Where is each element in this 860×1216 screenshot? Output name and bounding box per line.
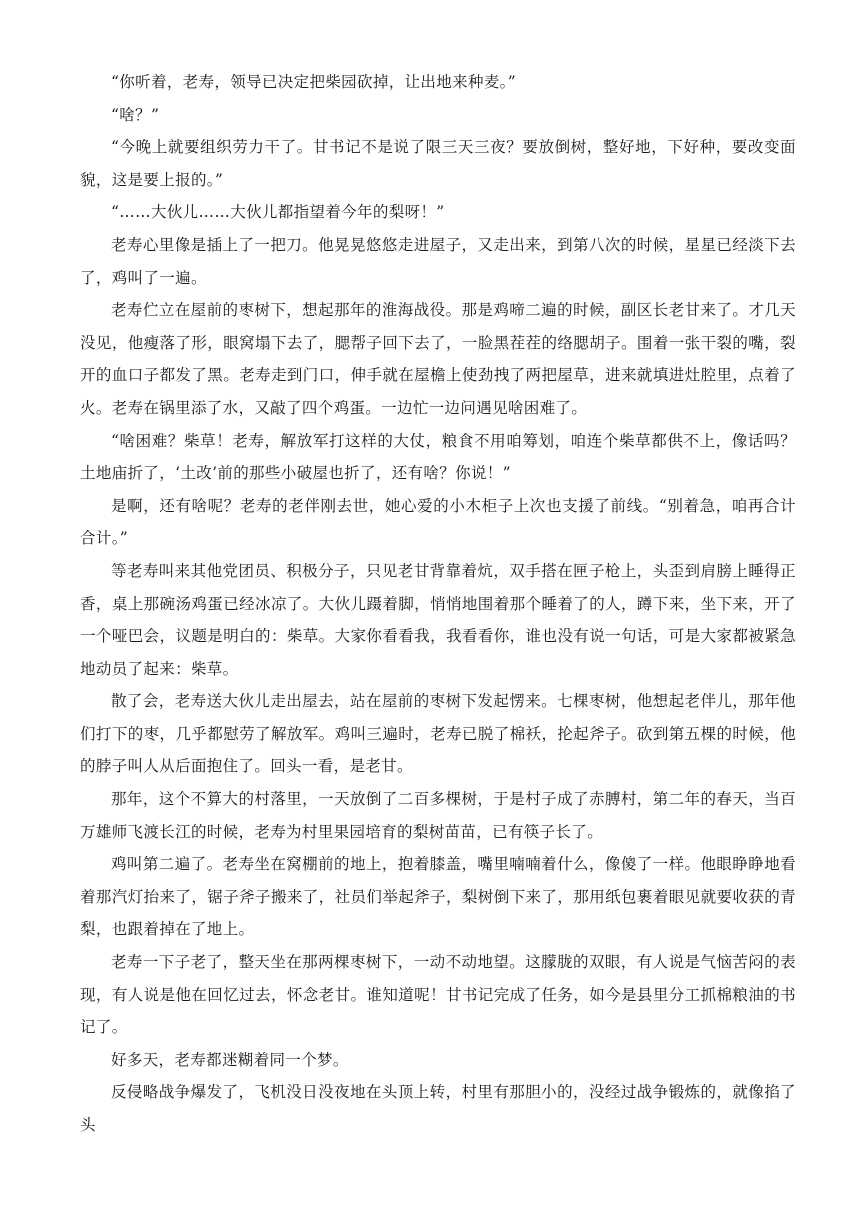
paragraph: 老寿一下子老了，整天坐在那两棵枣树下，一动不动地望。这朦胧的双眼，有人说是气恼苦闷的表现，有人说是他在回忆过去，怀念老甘。谁知道呢！甘书记完成了任务，如今是县里分工抓棉粮油的书记了。	[80, 953, 796, 1037]
paragraph: 好多天，老寿都迷糊着同一个梦。	[111, 1050, 349, 1069]
paragraph: “今晚上就要组织劳力干了。甘书记不是说了限三天三夜？要放倒树，整好地，下好种，要改变面貌，这是要上报的。”	[80, 138, 796, 189]
paragraph: 是啊，还有啥呢？老寿的老伴刚去世，她心爱的小木柜子上次也支援了前线。“别着急，咱再合计合计。”	[80, 496, 796, 548]
document-page	[80, 66, 796, 1142]
paragraph: 鸡叫第二遍了。老寿坐在窝棚前的地上，抱着膝盖，嘴里喃喃着什么，像傻了一样。他眼睁睁地看着那汽灯抬来了，锯子斧子搬来了，社员们举起斧子，梨树倒下来了，那用纸包裹着眼见就要收获的青梨，也跟着掉在了地上。	[80, 855, 796, 939]
paragraph: 散了会，老寿送大伙儿走出屋去，站在屋前的枣树下发起愣来。七棵枣树，他想起老伴儿，那年他们打下的枣，几乎都慰劳了解放军。鸡叫三遍时，老寿已脱了棉袄，抡起斧子。砍到第五棵的时候，他的脖子叫人从后面抱住了。回头一看，是老甘。	[80, 692, 796, 776]
paragraph: 等老寿叫来其他党团员、积极分子，只见老甘背靠着炕，双手搭在匣子枪上，头歪到肩膀上睡得正香，桌上那碗汤鸡蛋已经冰凉了。大伙儿蹑着脚，悄悄地围着那个睡着了的人，蹲下来，坐下来，开了一个哑巴会，议题是明白的：柴草。大家你看看我，我看看你，谁也没有说一句话，可是大家都被紧急地动员了起来：柴草。	[80, 561, 796, 678]
paragraph: “……大伙儿……大伙儿都指望着今年的梨呀！”	[111, 203, 445, 222]
paragraph: “啥困难？柴草！老寿，解放军打这样的大仗，粮食不用咱筹划，咱连个柴草都供不上，像话吗？土地庙折了，‘土改’前的那些小破屋也折了，还有啥？你说！”	[80, 431, 796, 483]
paragraph: 那年，这个不算大的村落里，一天放倒了二百多棵树，于是村子成了赤膊村，第二年的春天，当百万雄师飞渡长江的时候，老寿为村里果园培育的梨树苗苗，已有筷子长了。	[80, 790, 796, 841]
paragraph: 老寿心里像是插上了一把刀。他晃晃悠悠走进屋子，又走出来，到第八次的时候，星星已经淡下去了，鸡叫了一遍。	[80, 235, 796, 287]
paragraph: 反侵略战争爆发了，飞机没日没夜地在头顶上转，村里有那胆小的，没经过战争锻炼的，就像掐了头	[80, 1083, 796, 1134]
paragraph: “你听着，老寿，领导已决定把柴园砍掉，让出地来种麦。”	[111, 73, 517, 91]
paragraph: 老寿伫立在屋前的枣树下，想起那年的淮海战役。那是鸡啼二遍的时候，副区长老甘来了。才几天没见，他瘦落了形，眼窝塌下去了，腮帮子回下去了，一脸黑茬茬的络腮胡子。围着一张干裂的嘴，裂开的血口子都发了黑。老寿走到门口，伸手就在屋檐上使劲拽了两把屋草，进来就填进灶腔里，点着了火。老寿在锅里添了水，又敲了四个鸡蛋。一边忙一边问遇见啥困难了。	[80, 301, 796, 417]
paragraph: “啥？”	[111, 105, 160, 124]
